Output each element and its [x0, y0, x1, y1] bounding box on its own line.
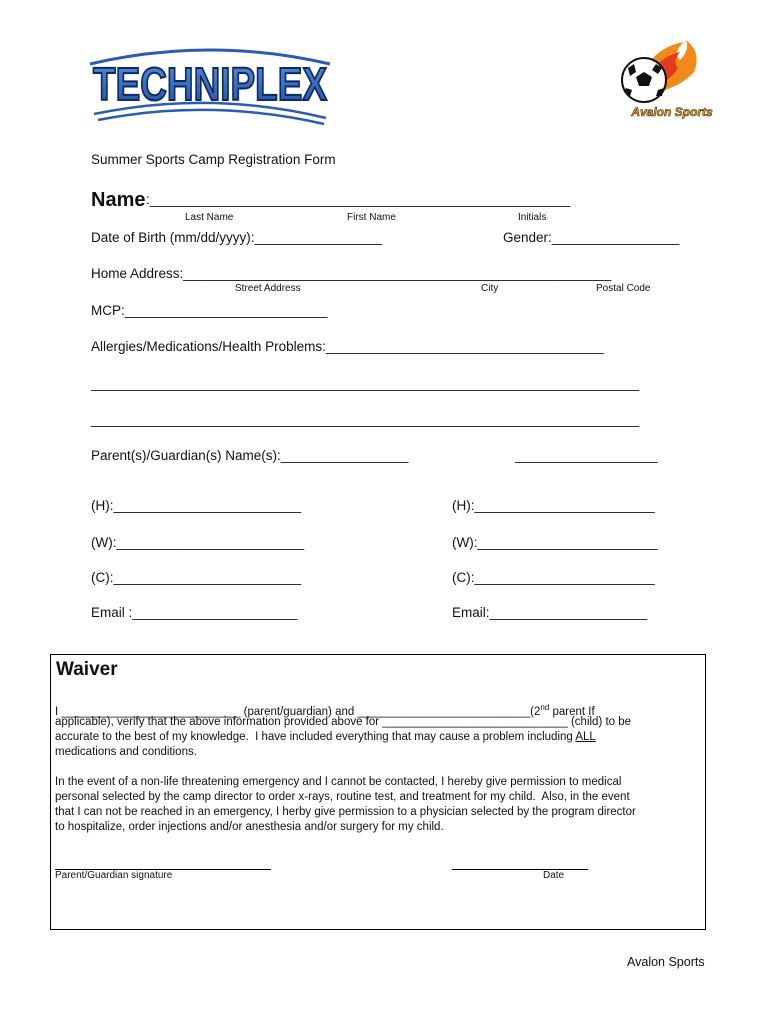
parent-2-name-field[interactable]: ___________________: [515, 448, 658, 463]
avalon-sports-logo: [610, 38, 722, 122]
allergies-field[interactable]: Allergies/Medications/Health Problems:_____________________________________: [91, 339, 604, 354]
mcp-field[interactable]: MCP:___________________________: [91, 303, 328, 318]
waiver-paragraph-1-line-3: accurate to the best of my knowledge. I have included everything that may cause a problem including ALL: [55, 731, 596, 743]
initials-caption: Initials: [518, 212, 547, 223]
date-caption: Date: [543, 870, 565, 881]
home-phone-1-field[interactable]: (H):_________________________: [91, 498, 302, 513]
email-2-field[interactable]: Email:_____________________: [452, 605, 648, 620]
waiver-paragraph-2-line-2: personal selected by the camp director to order x-rays, routine test, and treatment for my child. Also, in the event: [55, 791, 630, 803]
home-address-field[interactable]: Home Address:_________________________________________________________: [91, 266, 612, 281]
svg-text:Avalon Sports: Avalon Sports: [631, 105, 713, 119]
allergies-line-3[interactable]: _________________________________________________________________________: [91, 412, 640, 427]
waiver-paragraph-2-line-1: In the event of a non-life threatening emergency and I cannot be contacted, I hereby give permission to medical: [55, 776, 622, 788]
waiver-paragraph-1-line-1[interactable]: I ____________________________ (parent/guardian) and ___________________________(2nd parent If: [55, 703, 595, 718]
footer-text: Avalon Sports: [627, 955, 705, 969]
cell-phone-2-field[interactable]: (C):________________________: [452, 570, 655, 585]
waiver-title: Waiver: [56, 659, 118, 680]
techniplex-logo: [88, 38, 332, 128]
gender-field[interactable]: Gender:_________________: [503, 230, 680, 245]
city-caption: City: [481, 283, 499, 294]
first-name-caption: First Name: [347, 212, 396, 223]
waiver-paragraph-2-line-3: that I can not be reached in an emergency, I herby give permission to a physician selected by the program director: [55, 806, 636, 818]
waiver-paragraph-2-line-4: to hospitalize, order injections and/or anesthesia and/or surgery for my child.: [55, 821, 444, 833]
parent-names-field[interactable]: Parent(s)/Guardian(s) Name(s):_________________: [91, 448, 409, 463]
last-name-caption: Last Name: [185, 212, 234, 223]
name-label: Name: [91, 189, 146, 211]
waiver-paragraph-1-line-4: medications and conditions.: [55, 746, 197, 758]
name-field[interactable]: :________________________________________________________: [146, 192, 571, 207]
postal-code-caption: Postal Code: [596, 283, 651, 294]
work-phone-1-field[interactable]: (W):_________________________: [91, 535, 305, 550]
waiver-box: [50, 654, 706, 930]
allergies-line-2[interactable]: _________________________________________________________________________: [91, 376, 640, 391]
cell-phone-1-field[interactable]: (C):_________________________: [91, 570, 302, 585]
date-line[interactable]: [452, 869, 588, 870]
work-phone-2-field[interactable]: (W):________________________: [452, 535, 658, 550]
form-title: Summer Sports Camp Registration Form: [91, 152, 336, 167]
waiver-paragraph-1-line-2[interactable]: applicable), verify that the above information provided above for _____________________________ (child) to be: [55, 716, 632, 728]
signature-caption: Parent/Guardian signature: [55, 870, 173, 881]
home-phone-2-field[interactable]: (H):________________________: [452, 498, 655, 513]
dob-field[interactable]: Date of Birth (mm/dd/yyyy):_________________: [91, 230, 383, 245]
svg-text:TECHNIPLEX: TECHNIPLEX: [93, 58, 328, 110]
email-1-field[interactable]: Email :______________________: [91, 605, 298, 620]
street-address-caption: Street Address: [235, 283, 301, 294]
